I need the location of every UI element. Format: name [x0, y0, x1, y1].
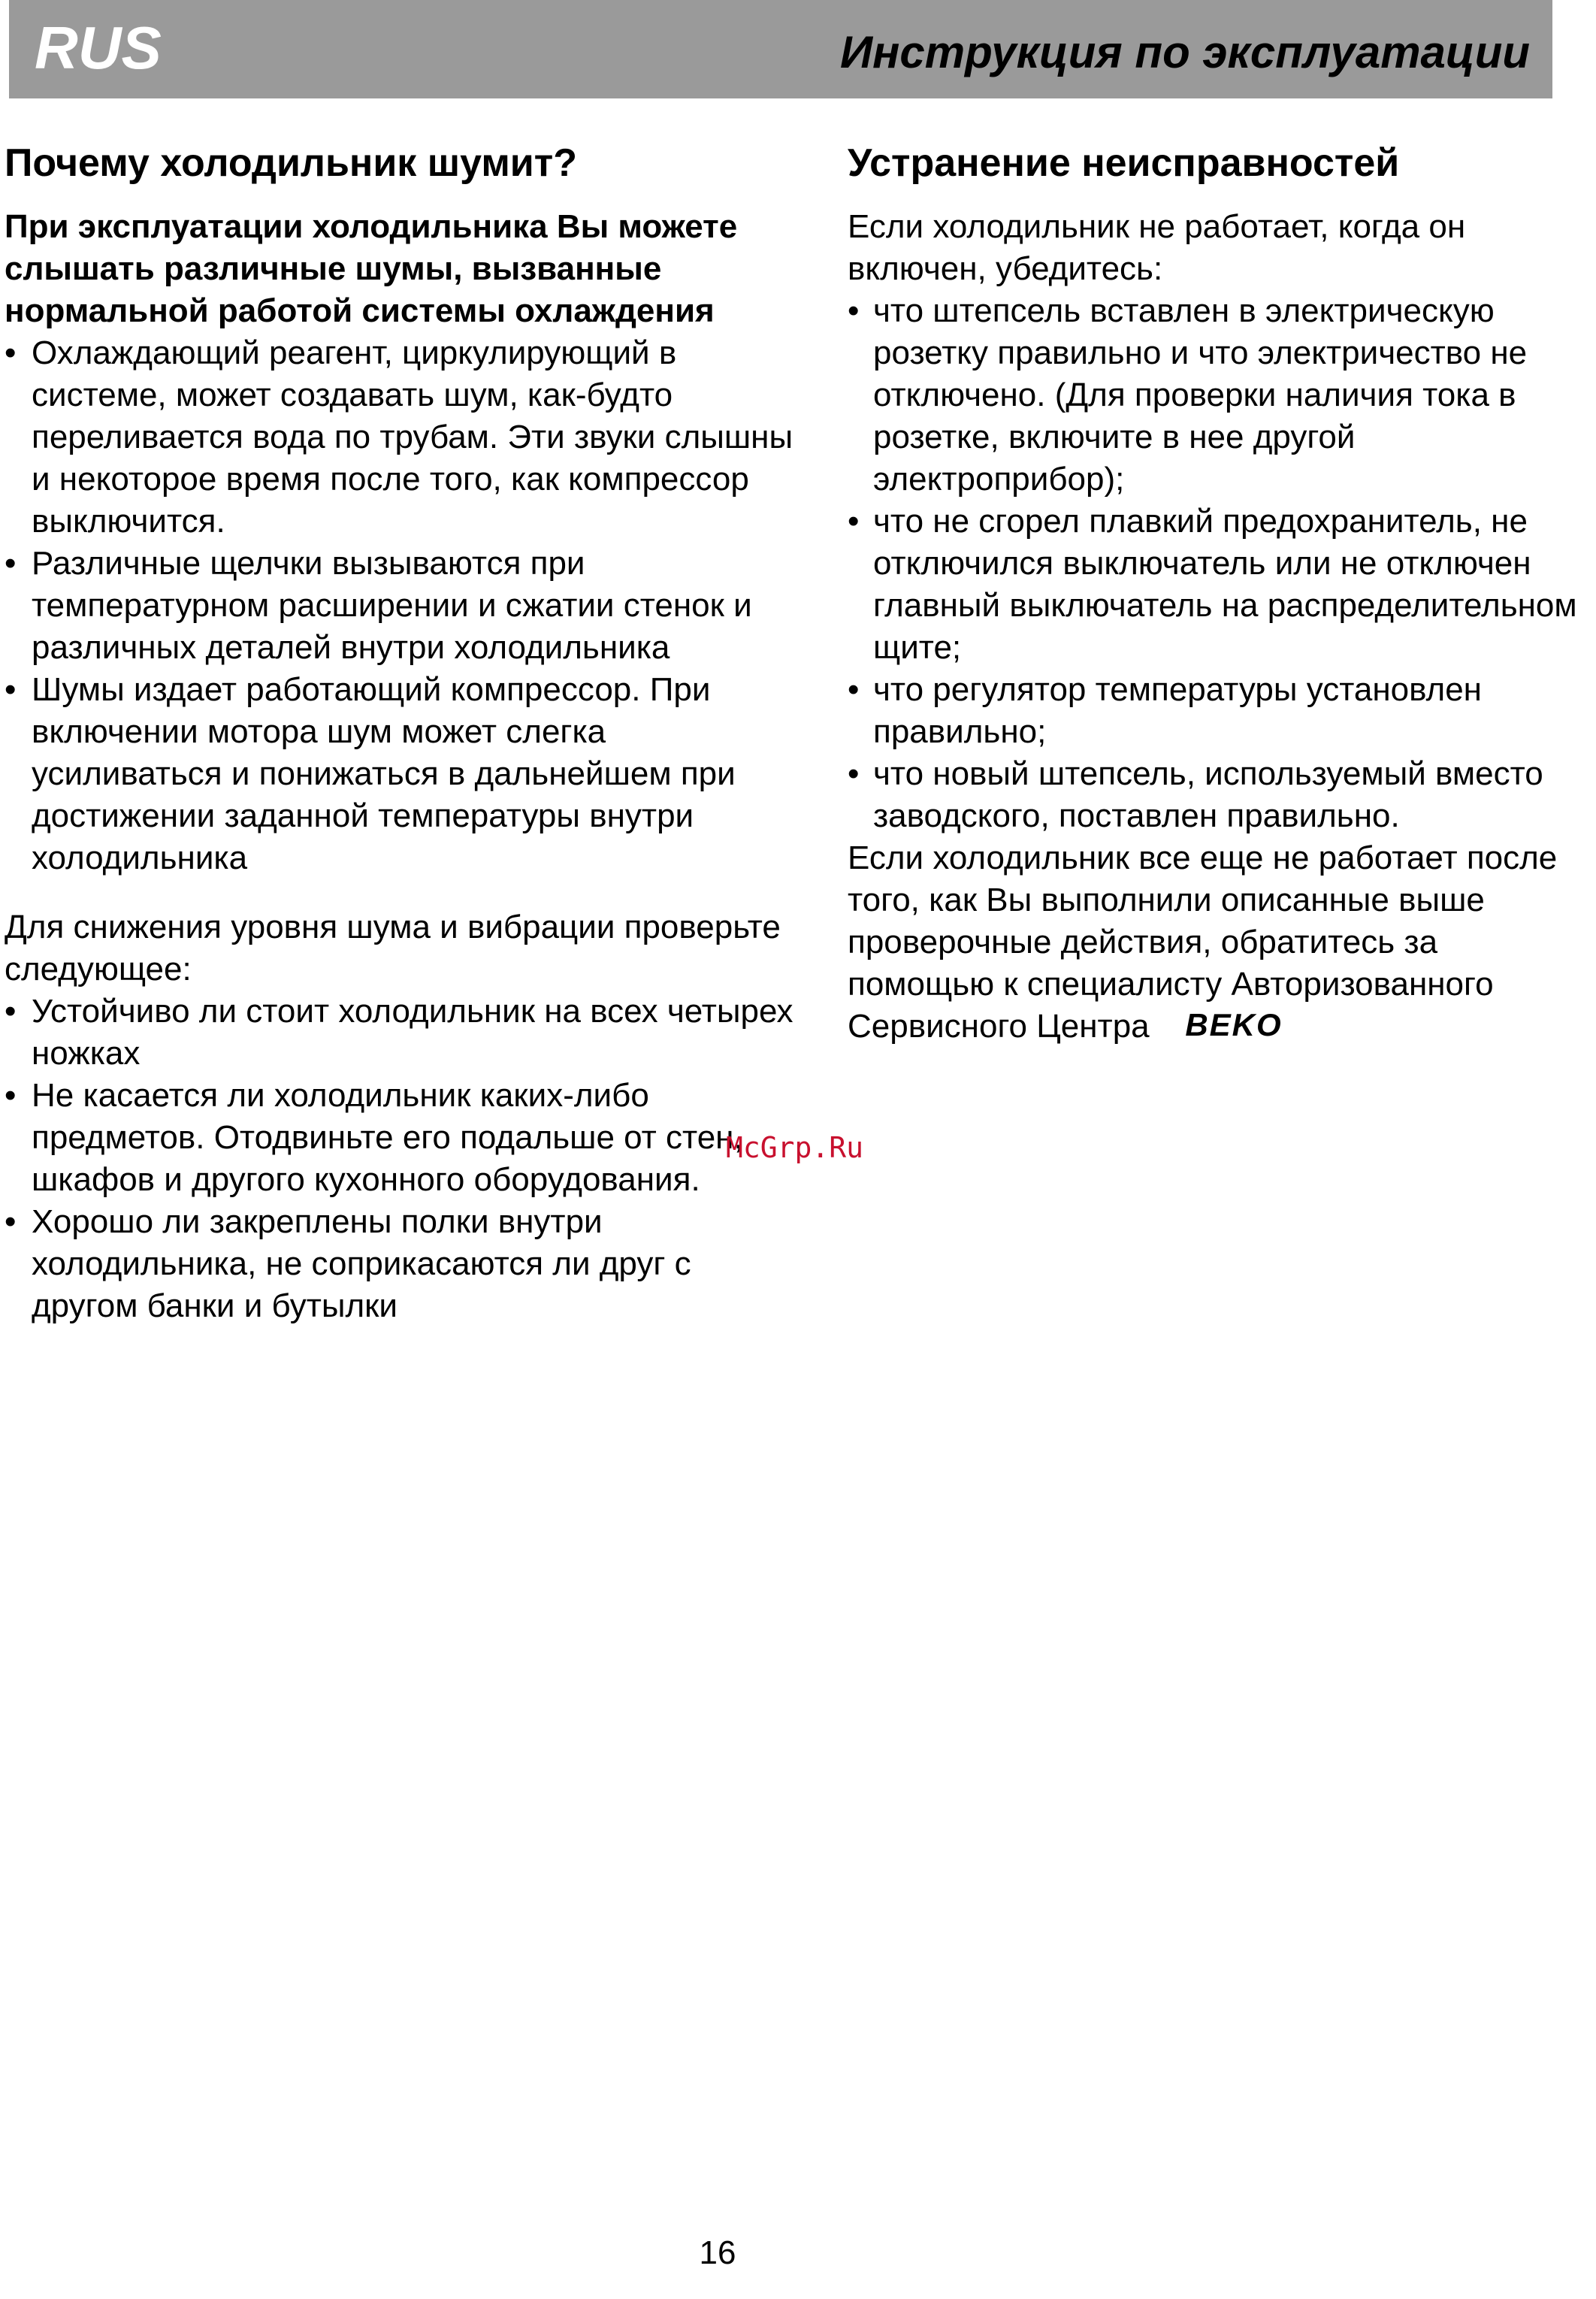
section-title-troubleshooting: Устранение неисправностей [848, 141, 1400, 185]
list-item [848, 290, 1591, 501]
bullet-icon: • [848, 671, 860, 708]
list-item-text: что новый штепсель, используемый вместо заводского, поставлен правильно. [873, 755, 1543, 834]
bullet-icon: • [5, 993, 17, 1030]
watermark: McGrp.Ru [726, 1131, 864, 1164]
bullet-icon: • [5, 1203, 17, 1240]
list-item [5, 1201, 793, 1327]
bullet-icon: • [5, 671, 17, 708]
noise-causes-list [5, 332, 793, 879]
header-title: Инструкция по эксплуатации [840, 27, 1530, 77]
troubleshooting-outro-text: Если холодильник все еще не работает после того, как Вы выполнили описанные выше проверочные действия, обратитесь за помощью к специалисту Авторизованного Сервисного Центра [848, 839, 1558, 1045]
troubleshooting-intro: Если холодильник не работает, когда он включен, убедитесь: [848, 208, 1466, 287]
list-item-text: Шумы издает работающий компрессор. При включении мотора шум может слегка усиливаться и понижаться в дальнейшем при достижении заданной температуры внутри холодильника [32, 671, 736, 876]
troubleshooting-outro [848, 837, 1591, 1048]
list-item [5, 669, 793, 879]
list-item [5, 991, 793, 1075]
list-item-text: Не касается ли холодильник каких-либо предметов. Отодвиньте его подальше от стен, шкафов и другого кухонного оборудования. [32, 1077, 743, 1198]
list-item-text: Хорошо ли закреплены полки внутри холодильника, не соприкасаются ли друг с другом банки и бутылки [32, 1203, 691, 1324]
troubleshooting-checklist [848, 290, 1591, 837]
bullet-icon: • [848, 755, 860, 792]
left-column [5, 137, 793, 1327]
list-item-text: Охлаждающий реагент, циркулирующий в системе, может создавать шум, как-будто переливается вода по трубам. Эти звуки слышны и некоторое время после того, как компрессор выключится. [32, 334, 793, 540]
beko-logo [1159, 1009, 1309, 1041]
noise-reduction-list [5, 991, 793, 1327]
list-item-text: Устойчиво ли стоит холодильник на всех четырех ножках [32, 993, 793, 1072]
list-item-text: что штепсель вставлен в электрическую розетку правильно и что электричество не отключено. (Для проверки наличия тока в розетке, включите в нее другой электроприбор); [873, 292, 1528, 498]
header-language: RUS [35, 14, 162, 81]
list-item [5, 332, 793, 543]
bullet-icon: • [848, 503, 860, 540]
bullet-icon: • [5, 334, 17, 371]
list-item [5, 543, 793, 669]
noise-intro: При эксплуатации холодильника Вы можете слышать различные шумы, вызванные нормальной работой системы охлаждения [5, 208, 738, 329]
list-item-text: Различные щелчки вызываются при температурном расширении и сжатии стенок и различных деталей внутри холодильника [32, 545, 752, 666]
list-item [848, 669, 1591, 753]
page-number: 16 [699, 2234, 736, 2271]
bullet-icon: • [5, 1077, 17, 1114]
list-item [5, 1075, 793, 1201]
bullet-icon: • [848, 292, 860, 329]
list-item [848, 501, 1591, 669]
list-item-text: что регулятор температуры установлен правильно; [873, 671, 1482, 750]
list-item [848, 753, 1591, 837]
section-title-noise: Почему холодильник шумит? [5, 141, 577, 185]
beko-logo-text: BEKO [1184, 1009, 1283, 1042]
right-column [848, 137, 1591, 1048]
noise-reduction-intro: Для снижения уровня шума и вибрации проверьте следующее: [5, 909, 781, 988]
bullet-icon: • [5, 545, 17, 582]
list-item-text: что не сгорел плавкий предохранитель, не отключился выключатель или не отключен главный выключатель на распределительном щите; [873, 503, 1577, 666]
header-bar [9, 0, 1552, 98]
